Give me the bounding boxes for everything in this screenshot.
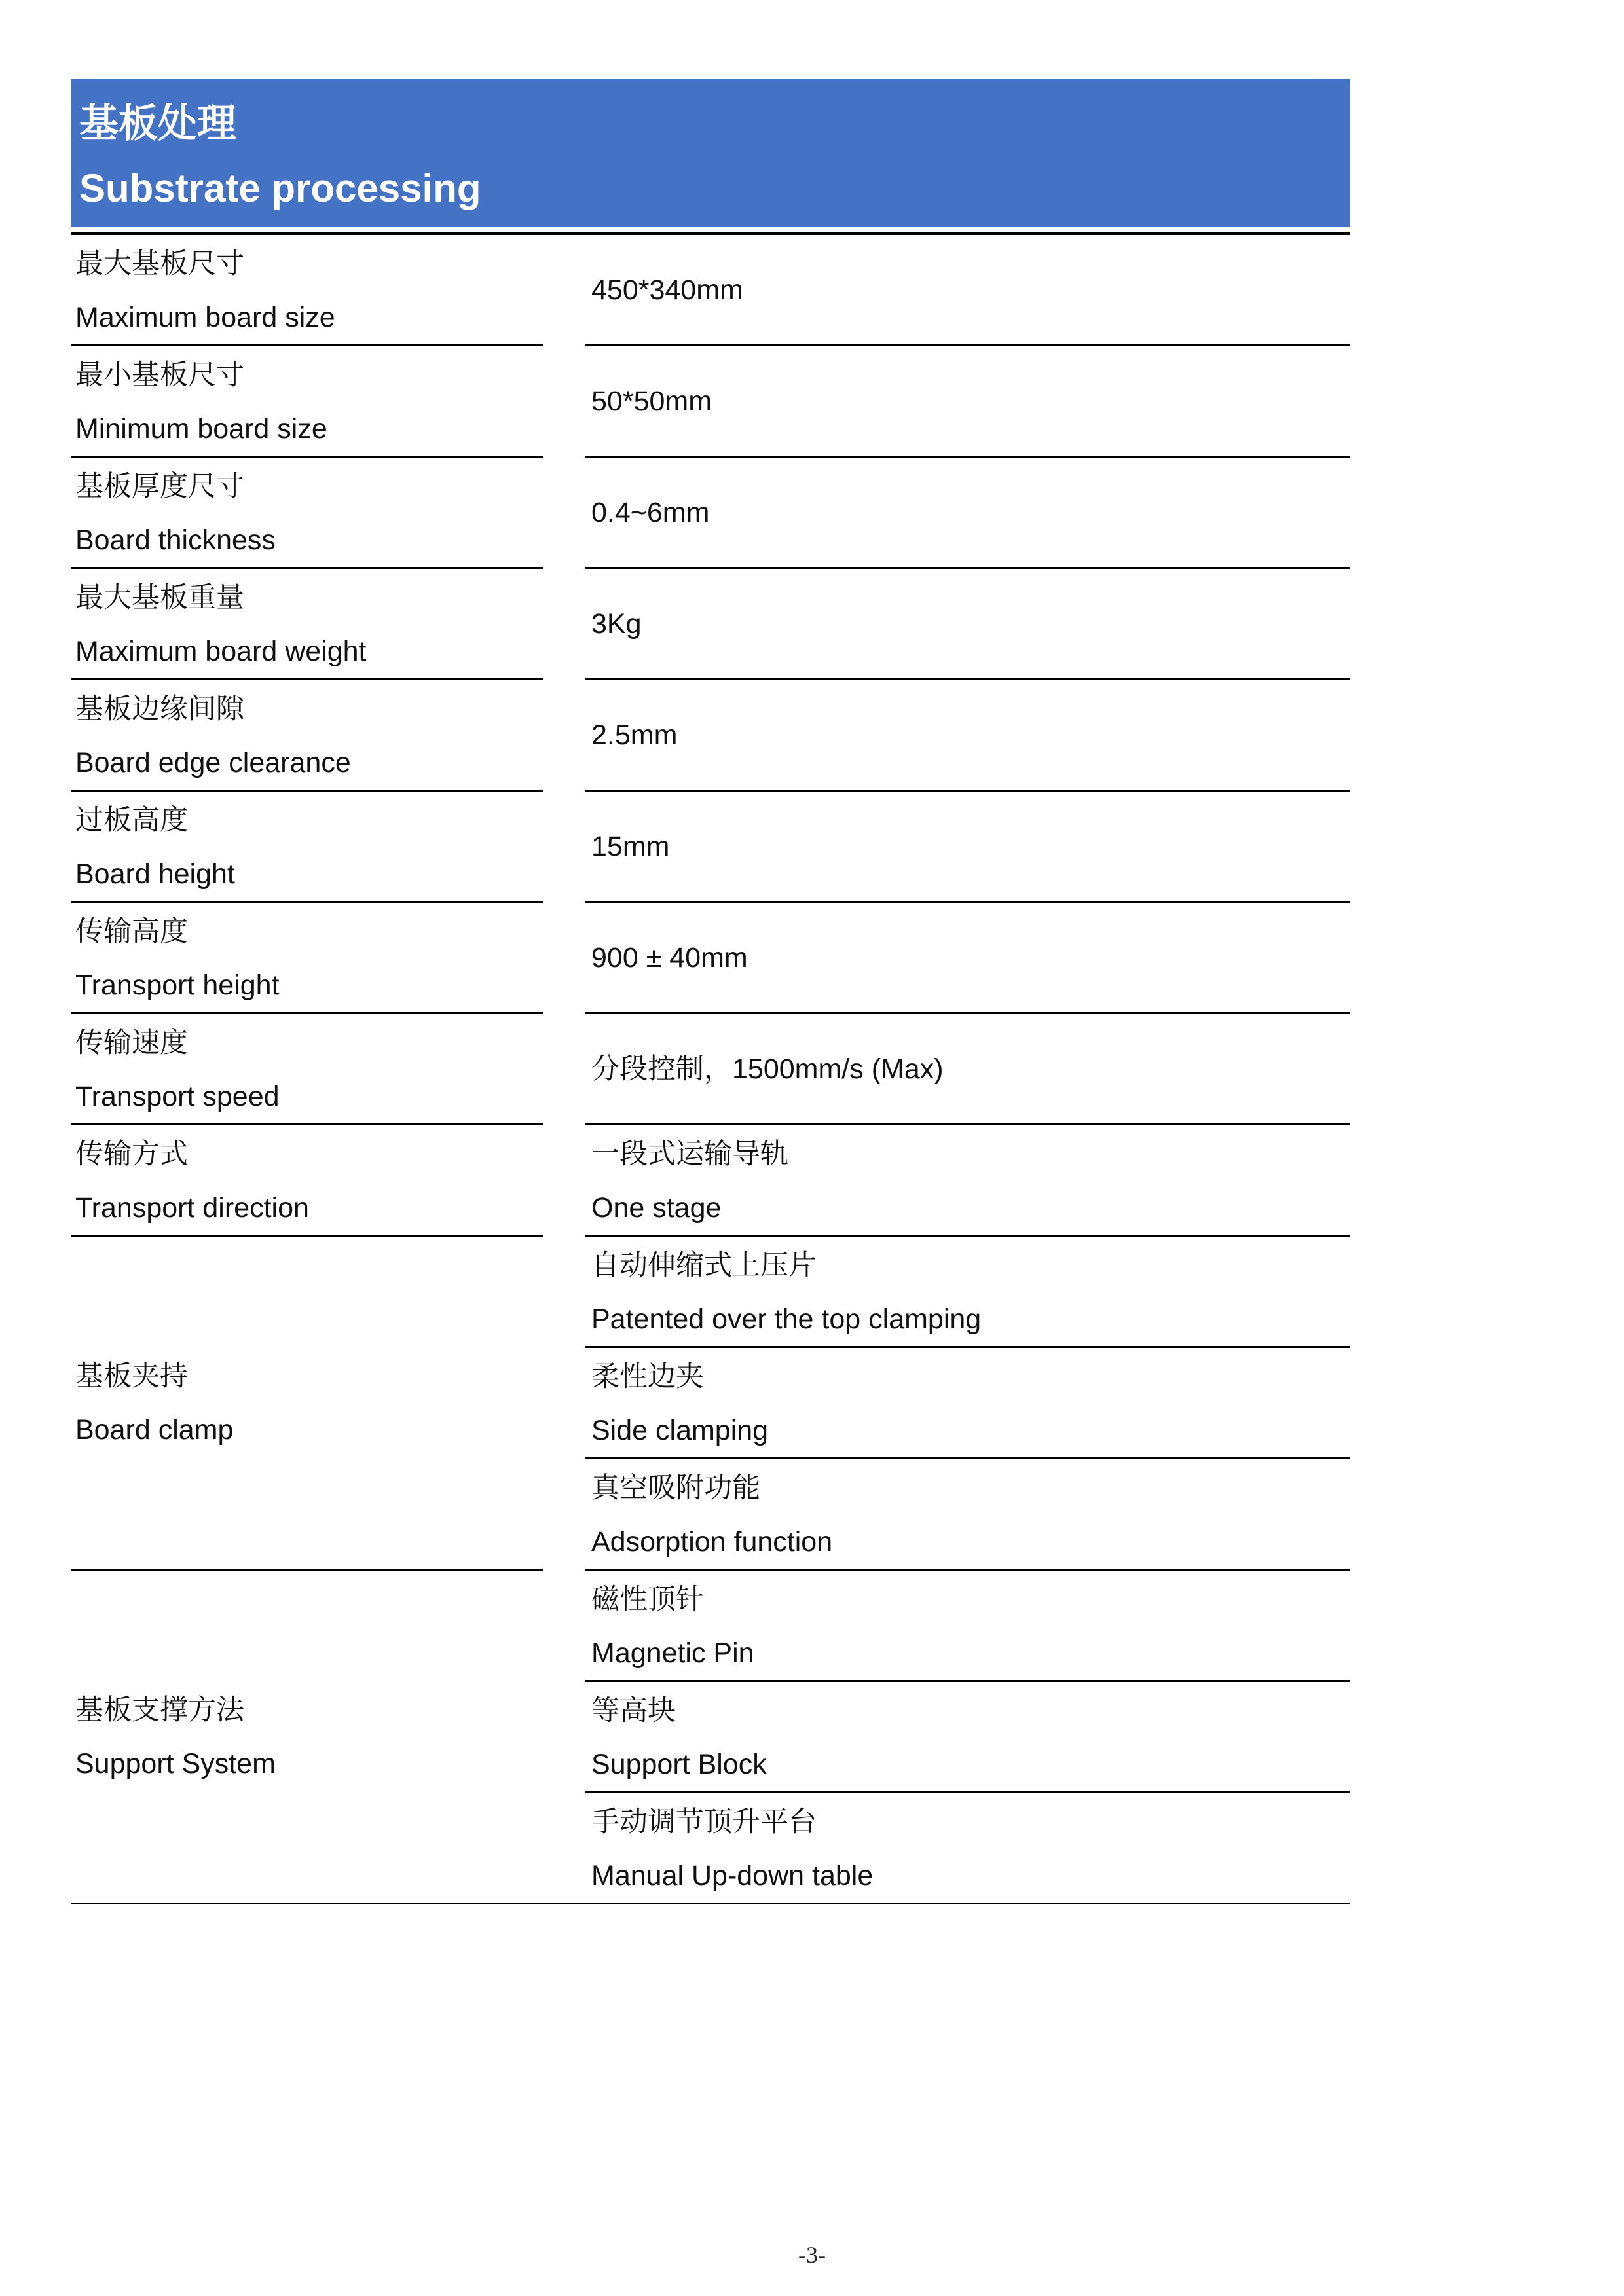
spec-label-cn: 基板夹持 [75,1360,188,1392]
spec-label [71,458,543,569]
spec-label-cn: 最大基板重量 [75,582,244,613]
support-system-option [585,1571,1350,1682]
spec-label-en: Board edge clearance [75,747,351,778]
spec-value [585,346,1350,458]
spec-label-en: Transport speed [75,1081,280,1112]
section-title-en: Substrate processing [79,166,481,210]
spec-label-cn: 过板高度 [75,805,188,836]
spec-label-cn: 传输高度 [75,916,188,947]
option-en: Support Block [591,1749,767,1780]
spec-label-cn: 基板边缘间隙 [75,693,244,725]
section-header [71,79,1350,227]
spec-label [71,680,543,792]
page-number: -3- [798,2242,826,2268]
option-en: Patented over the top clamping [591,1303,982,1335]
option-en: Manual Up-down table [591,1860,874,1891]
spec-label-en: Board height [75,858,235,890]
spec-value [585,792,1350,903]
option-cn: 磁性顶针 [591,1584,704,1615]
spec-value [585,569,1350,680]
board-clamp-option [585,1459,1350,1571]
spec-label-en: Support System [75,1747,276,1779]
option-en: Magnetic Pin [591,1637,754,1669]
spec-value [585,1125,1350,1237]
board-clamp-option [585,1237,1350,1348]
spec-value-text: 0.4~6mm [591,496,710,528]
spec-label [71,1125,543,1237]
spec-label-en: Board clamp [75,1413,234,1446]
table-bottom-rule [71,1903,1350,1904]
spec-label [71,569,543,680]
spec-label-cn: 基板支撑方法 [75,1694,244,1726]
spec-value-text: 450*340mm [591,274,743,306]
spec-value-text: 2.5mm [591,719,678,751]
spec-value [585,903,1350,1014]
spec-label-cn: 传输速度 [75,1027,188,1059]
option-cn: 真空吸附功能 [591,1472,760,1504]
spec-value-text: 15mm [591,830,670,862]
spec-label [71,235,543,346]
spec-value [585,235,1350,346]
board-clamp-option [585,1348,1350,1459]
spec-value [585,1014,1350,1125]
spec-value [585,458,1350,569]
spec-label-en: Maximum board size [75,302,335,333]
spec-label-cn: 最大基板尺寸 [75,248,244,280]
spec-value-text: 50*50mm [591,385,712,417]
option-en: Adsorption function [591,1526,833,1558]
spec-value-cn: 一段式运输导轨 [591,1139,788,1170]
spec-label-en: Transport height [75,970,280,1001]
spec-value-text: 3Kg [591,608,642,640]
option-cn: 自动伸缩式上压片 [591,1250,817,1281]
spec-label-en: Transport direction [75,1192,309,1224]
section-title-cn: 基板处理 [79,101,236,145]
spec-value [585,680,1350,792]
option-en: Side clamping [591,1415,769,1446]
option-cn: 柔性边夹 [591,1361,704,1393]
spec-label-cn: 最小基板尺寸 [75,359,244,391]
spec-label [71,903,543,1014]
support-system-label [71,1571,543,1904]
option-cn: 等高块 [591,1695,676,1726]
spec-value-en: One stage [591,1192,722,1224]
support-system-option [585,1793,1350,1904]
spec-label-cn: 基板厚度尺寸 [75,471,244,502]
spec-label [71,792,543,903]
board-clamp-label [71,1237,543,1571]
spec-label [71,346,543,458]
spec-value-text: 900 ± 40mm [591,941,748,974]
spec-label [71,1014,543,1125]
spec-label-en: Board thickness [75,524,276,556]
spec-value-text: 分段控制，1500mm/s (Max) [591,1053,944,1085]
option-cn: 手动调节顶升平台 [591,1806,817,1838]
support-system-option [585,1682,1350,1793]
spec-label-en: Maximum board weight [75,636,367,667]
spec-label-en: Minimum board size [75,413,327,445]
spec-label-cn: 传输方式 [75,1139,188,1170]
